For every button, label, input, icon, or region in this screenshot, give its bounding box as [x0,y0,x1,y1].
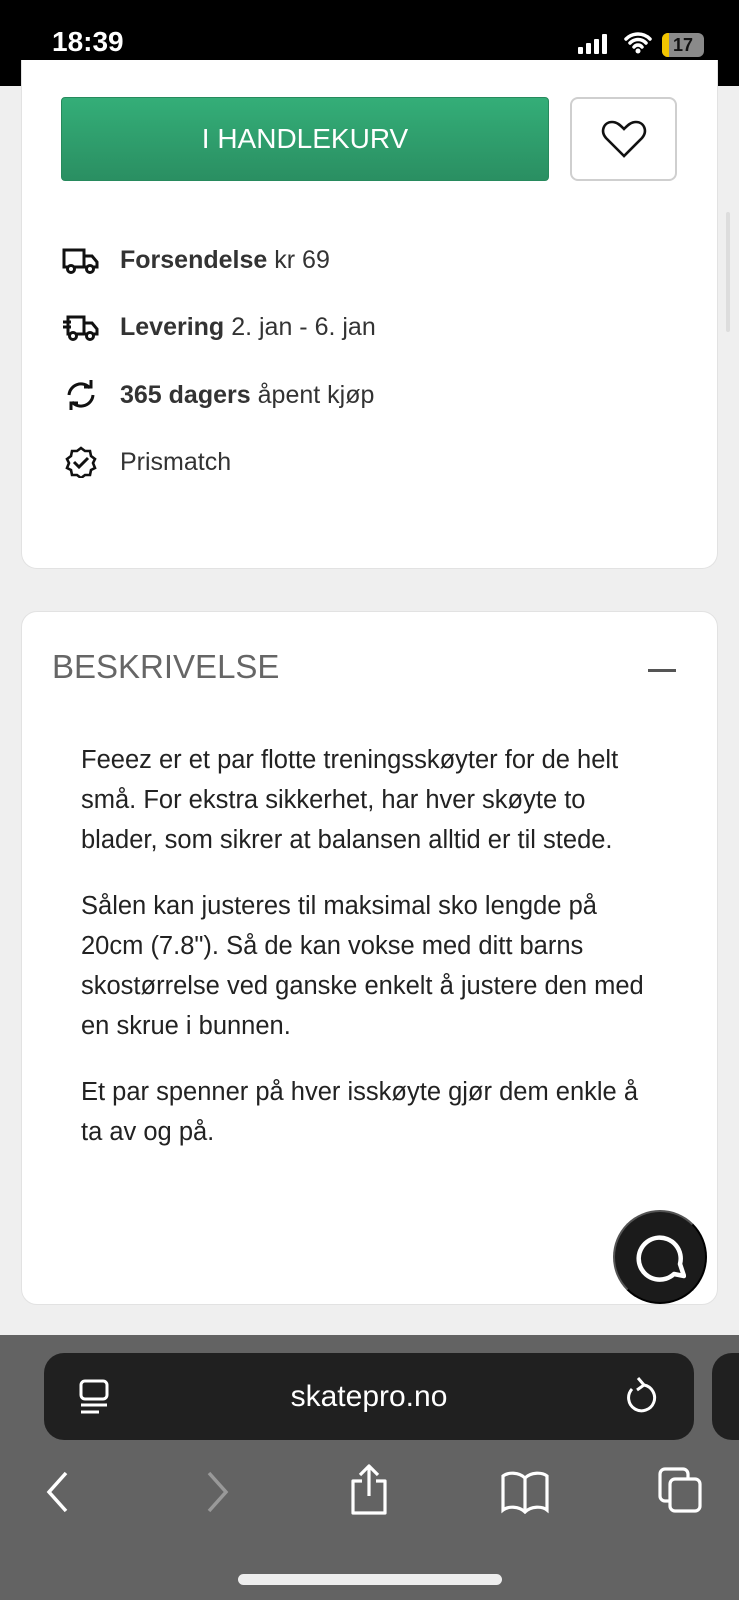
wifi-icon [624,30,652,54]
chat-button[interactable] [613,1210,707,1304]
share-icon[interactable] [349,1463,389,1515]
status-time: 18:39 [52,26,124,57]
favorite-button[interactable] [570,97,677,181]
refresh-arrows-icon [62,379,100,411]
chat-bubble-icon [634,1232,686,1282]
info-row-delivery: Levering 2. jan - 6. jan [62,311,376,343]
info-row-pricematch: Prismatch [62,446,231,478]
forward-icon[interactable] [203,1470,231,1514]
truck-icon [62,244,100,276]
badge-check-icon [62,446,100,478]
battery-icon: 17 [662,33,704,57]
description-title[interactable]: BESKRIVELSE [52,648,280,685]
url-text: skatepro.no [290,1379,448,1413]
heart-icon [601,119,647,159]
info-row-shipping: Forsendelse kr 69 [62,244,330,276]
collapse-icon[interactable] [648,669,676,672]
signal-icon [578,34,607,54]
address-bar[interactable] [44,1353,694,1440]
reload-icon[interactable] [624,1375,658,1417]
add-to-cart-button[interactable]: I HANDLEKURV [61,97,549,181]
description-text: Feeez er et par flotte treningsskøyter for de helt små. For ekstra sikkerhet, har hver skøyte to blader, som sikrer at balansen alltid er til stede. Sålen kan justeres til maksimal sko lengde på 20cm (7.8"). Så de kan vokse med ditt barns skostørrelse ved ganske enkelt å justere den med en skrue i bunnen. Et par spenner på hver isskøyte gjør dem enkle å ta av og på. [81,746,644,1146]
scrollbar[interactable] [726,212,730,332]
tabs-icon[interactable] [657,1466,703,1514]
home-indicator [238,1574,502,1585]
fast-truck-icon [62,311,100,343]
info-row-return: 365 dagers åpent kjøp [62,379,374,411]
back-icon[interactable] [44,1470,72,1514]
bookmarks-icon[interactable] [500,1470,550,1514]
next-tab-preview[interactable] [712,1353,739,1440]
page-menu-icon [78,1379,110,1415]
